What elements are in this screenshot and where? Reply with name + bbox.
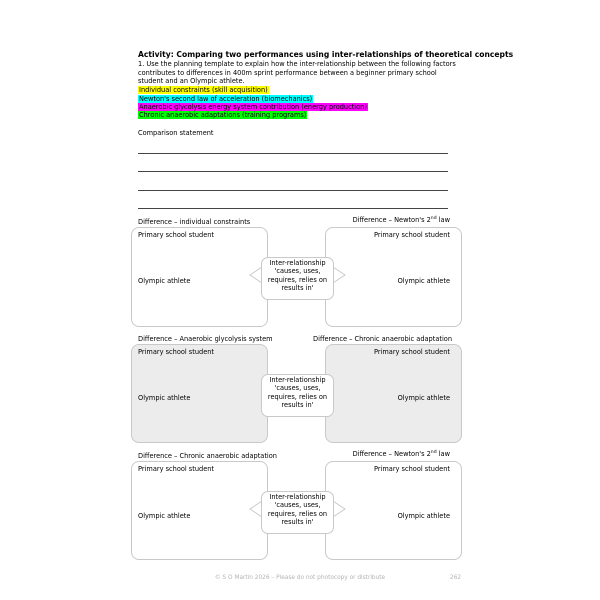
activity-instructions: 1. Use the planning template to explain how the inter-relationship between the following factors contributes to differences in 400m sprint performance between a beginner primary school student and an Olympic athlete. — [138, 60, 456, 85]
section-2-top-right-label: Primary school student — [373, 348, 450, 356]
writing-line — [138, 190, 448, 191]
writing-line — [138, 153, 448, 154]
section-1-left-label: Difference – individual constraints — [138, 218, 251, 226]
section-3-left-label: Difference – Chronic anaerobic adaptation — [138, 452, 277, 460]
section-2-right-label: Difference – Chronic anaerobic adaptation — [313, 335, 452, 343]
copyright-footer: © S O Martin 2026 – Please do not photocopy or distribute — [214, 575, 386, 581]
page-number: 262 — [450, 575, 462, 581]
section-3-top-right-label: Primary school student — [373, 465, 450, 473]
writing-line — [138, 171, 448, 172]
comparison-statement-label: Comparison statement — [138, 129, 214, 137]
activity-title: Activity: Comparing two performances using inter-relationships of theoretical concepts — [138, 50, 514, 59]
factor-chronic-adaptations: Chronic anaerobic adaptations (training programs) — [139, 111, 307, 119]
section-2-top-left-label: Primary school student — [138, 348, 215, 356]
section-1-bottom-right-label: Olympic athlete — [397, 277, 450, 285]
section-1-inter-relationship[interactable]: Inter-relationship 'causes, uses, requires, relies on results in' — [261, 257, 334, 300]
section-3-bottom-right-label: Olympic athlete — [397, 512, 450, 520]
factor-individual-constraints: Individual constraints (skill acquisition) — [139, 86, 268, 94]
section-1-top-left-label: Primary school student — [138, 231, 215, 239]
factor-newtons-second-law: Newton's second law of acceleration (biomechanics) — [139, 95, 313, 103]
factor-anaerobic-glycolysis: Anaerobic glycolysis energy system contribution (energy production) — [139, 103, 367, 111]
section-1-bottom-left-label: Olympic athlete — [138, 277, 191, 285]
section-2-bottom-left-label: Olympic athlete — [138, 394, 191, 402]
section-2-bottom-right-label: Olympic athlete — [397, 394, 450, 402]
section-2-inter-relationship[interactable]: Inter-relationship 'causes, uses, requires, relies on results in' — [261, 374, 334, 417]
section-3-top-left-label: Primary school student — [138, 465, 215, 473]
section-1-right-label: Difference – Newton's 2nd law — [352, 216, 450, 225]
section-2-left-label: Difference – Anaerobic glycolysis system — [138, 335, 273, 343]
section-3-inter-relationship[interactable]: Inter-relationship 'causes, uses, requires, relies on results in' — [261, 491, 334, 534]
section-1-top-right-label: Primary school student — [373, 231, 450, 239]
writing-line — [138, 208, 448, 209]
section-3-right-label: Difference – Newton's 2nd law — [352, 450, 450, 459]
section-3-bottom-left-label: Olympic athlete — [138, 512, 191, 520]
